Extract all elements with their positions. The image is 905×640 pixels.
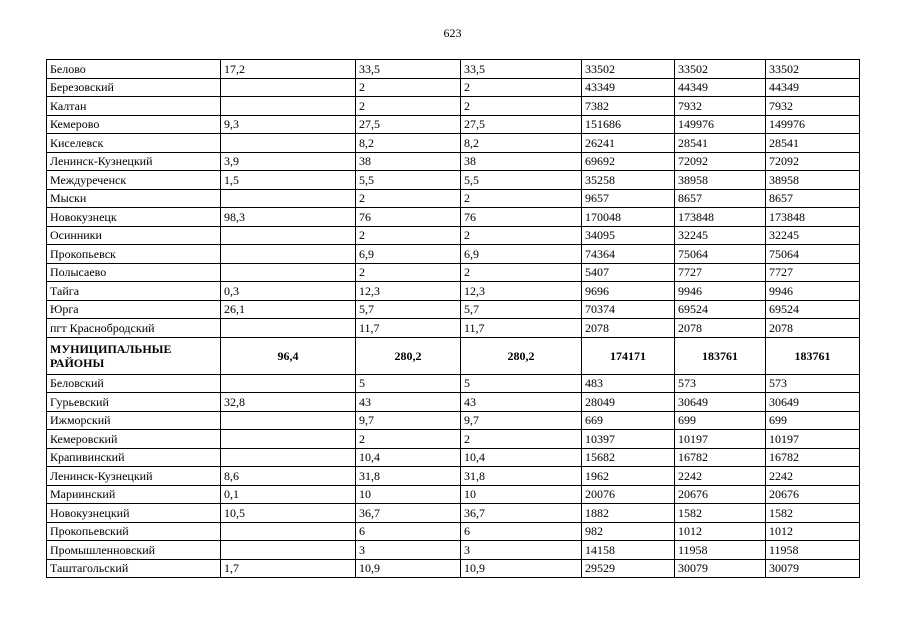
value-cell: 280,2 xyxy=(356,337,461,374)
table-row xyxy=(47,559,860,578)
value-cell: 2 xyxy=(356,263,461,282)
table-row xyxy=(47,337,860,374)
table-row xyxy=(47,485,860,504)
value-cell: 31,8 xyxy=(356,467,461,486)
value-cell: 2078 xyxy=(675,319,766,338)
value-cell: 2 xyxy=(461,430,582,449)
value-cell xyxy=(221,430,356,449)
value-cell: 3 xyxy=(356,541,461,560)
data-table xyxy=(46,59,860,578)
value-cell: 5 xyxy=(461,374,582,393)
value-cell: 8,6 xyxy=(221,467,356,486)
value-cell: 28541 xyxy=(766,134,860,153)
table-row xyxy=(47,541,860,560)
row-label-cell: Тайга xyxy=(47,282,221,301)
row-label-cell: Междуреченск xyxy=(47,171,221,190)
value-cell xyxy=(221,226,356,245)
value-cell: 20676 xyxy=(675,485,766,504)
table-row xyxy=(47,60,860,79)
value-cell: 1,7 xyxy=(221,559,356,578)
value-cell xyxy=(221,522,356,541)
value-cell: 151686 xyxy=(582,115,675,134)
value-cell: 16782 xyxy=(766,448,860,467)
row-label-cell: Таштагольский xyxy=(47,559,221,578)
value-cell: 10197 xyxy=(675,430,766,449)
value-cell: 1012 xyxy=(675,522,766,541)
value-cell: 183761 xyxy=(675,337,766,374)
value-cell: 38 xyxy=(356,152,461,171)
value-cell: 2 xyxy=(461,78,582,97)
value-cell: 17,2 xyxy=(221,60,356,79)
value-cell: 33,5 xyxy=(461,60,582,79)
value-cell: 8,2 xyxy=(461,134,582,153)
value-cell: 2 xyxy=(461,226,582,245)
value-cell: 96,4 xyxy=(221,337,356,374)
value-cell: 699 xyxy=(675,411,766,430)
value-cell: 29529 xyxy=(582,559,675,578)
value-cell: 14158 xyxy=(582,541,675,560)
value-cell: 2 xyxy=(356,97,461,116)
value-cell: 11958 xyxy=(766,541,860,560)
row-label-cell: Крапивинский xyxy=(47,448,221,467)
row-label-cell: Березовский xyxy=(47,78,221,97)
value-cell: 2 xyxy=(356,189,461,208)
value-cell: 7932 xyxy=(675,97,766,116)
value-cell: 11,7 xyxy=(356,319,461,338)
value-cell: 8,2 xyxy=(356,134,461,153)
value-cell xyxy=(221,541,356,560)
value-cell: 27,5 xyxy=(356,115,461,134)
value-cell: 31,8 xyxy=(461,467,582,486)
value-cell: 9946 xyxy=(766,282,860,301)
value-cell: 173848 xyxy=(675,208,766,227)
value-cell: 2 xyxy=(356,226,461,245)
value-cell: 2 xyxy=(461,97,582,116)
value-cell: 7727 xyxy=(675,263,766,282)
value-cell: 149976 xyxy=(766,115,860,134)
value-cell: 6,9 xyxy=(356,245,461,264)
value-cell: 11958 xyxy=(675,541,766,560)
row-label-cell: Новокузнецкий xyxy=(47,504,221,523)
value-cell: 149976 xyxy=(675,115,766,134)
value-cell: 30079 xyxy=(675,559,766,578)
table-row xyxy=(47,467,860,486)
table-row xyxy=(47,282,860,301)
value-cell: 7727 xyxy=(766,263,860,282)
row-label-cell: Осинники xyxy=(47,226,221,245)
value-cell: 30649 xyxy=(766,393,860,412)
table-row xyxy=(47,263,860,282)
value-cell: 20676 xyxy=(766,485,860,504)
value-cell: 5,5 xyxy=(356,171,461,190)
value-cell: 44349 xyxy=(766,78,860,97)
value-cell: 9,7 xyxy=(356,411,461,430)
table-row xyxy=(47,152,860,171)
table-row xyxy=(47,171,860,190)
value-cell: 28049 xyxy=(582,393,675,412)
table-row xyxy=(47,448,860,467)
value-cell: 5,7 xyxy=(461,300,582,319)
row-label-cell: МУНИЦИПАЛЬНЫЕ РАЙОНЫ xyxy=(47,337,221,374)
value-cell: 43 xyxy=(461,393,582,412)
value-cell: 43349 xyxy=(582,78,675,97)
table-row xyxy=(47,97,860,116)
value-cell: 1582 xyxy=(766,504,860,523)
value-cell: 33502 xyxy=(582,60,675,79)
value-cell: 12,3 xyxy=(461,282,582,301)
table-row xyxy=(47,430,860,449)
value-cell: 26,1 xyxy=(221,300,356,319)
row-label-cell: Кемерово xyxy=(47,115,221,134)
value-cell: 9657 xyxy=(582,189,675,208)
value-cell: 573 xyxy=(675,374,766,393)
row-label-cell: Кемеровский xyxy=(47,430,221,449)
value-cell: 27,5 xyxy=(461,115,582,134)
value-cell: 10,4 xyxy=(356,448,461,467)
value-cell: 982 xyxy=(582,522,675,541)
value-cell: 32,8 xyxy=(221,393,356,412)
table-row xyxy=(47,245,860,264)
value-cell: 2078 xyxy=(766,319,860,338)
value-cell: 26241 xyxy=(582,134,675,153)
value-cell: 9,3 xyxy=(221,115,356,134)
value-cell: 38958 xyxy=(766,171,860,190)
value-cell: 76 xyxy=(461,208,582,227)
value-cell: 5,7 xyxy=(356,300,461,319)
table-row xyxy=(47,504,860,523)
value-cell xyxy=(221,263,356,282)
row-label-cell: Новокузнецк xyxy=(47,208,221,227)
table-row xyxy=(47,226,860,245)
value-cell: 44349 xyxy=(675,78,766,97)
page-number: 623 xyxy=(443,26,462,40)
value-cell: 35258 xyxy=(582,171,675,190)
value-cell: 10,4 xyxy=(461,448,582,467)
table-row xyxy=(47,522,860,541)
row-label-cell: Ижморский xyxy=(47,411,221,430)
value-cell: 5407 xyxy=(582,263,675,282)
table-row xyxy=(47,300,860,319)
value-cell xyxy=(221,448,356,467)
value-cell: 3 xyxy=(461,541,582,560)
value-cell: 183761 xyxy=(766,337,860,374)
value-cell xyxy=(221,374,356,393)
value-cell: 669 xyxy=(582,411,675,430)
value-cell: 7932 xyxy=(766,97,860,116)
value-cell: 5 xyxy=(356,374,461,393)
value-cell xyxy=(221,189,356,208)
row-label-cell: Мыски xyxy=(47,189,221,208)
value-cell: 69524 xyxy=(766,300,860,319)
value-cell: 10 xyxy=(356,485,461,504)
value-cell xyxy=(221,78,356,97)
value-cell xyxy=(221,134,356,153)
value-cell: 75064 xyxy=(675,245,766,264)
value-cell: 2 xyxy=(461,263,582,282)
value-cell: 30079 xyxy=(766,559,860,578)
table-row xyxy=(47,374,860,393)
value-cell: 74364 xyxy=(582,245,675,264)
value-cell: 33502 xyxy=(766,60,860,79)
row-label-cell: Юрга xyxy=(47,300,221,319)
table-row xyxy=(47,393,860,412)
row-label-cell: Мариинский xyxy=(47,485,221,504)
value-cell: 75064 xyxy=(766,245,860,264)
value-cell: 15682 xyxy=(582,448,675,467)
value-cell: 10197 xyxy=(766,430,860,449)
value-cell: 11,7 xyxy=(461,319,582,338)
value-cell: 173848 xyxy=(766,208,860,227)
table-row xyxy=(47,134,860,153)
value-cell: 0,3 xyxy=(221,282,356,301)
value-cell: 10,5 xyxy=(221,504,356,523)
value-cell: 10,9 xyxy=(461,559,582,578)
value-cell: 2 xyxy=(356,430,461,449)
value-cell: 2242 xyxy=(675,467,766,486)
value-cell: 20076 xyxy=(582,485,675,504)
value-cell xyxy=(221,319,356,338)
row-label-cell: Беловский xyxy=(47,374,221,393)
value-cell: 1882 xyxy=(582,504,675,523)
row-label-cell: Белово xyxy=(47,60,221,79)
value-cell: 483 xyxy=(582,374,675,393)
value-cell: 6,9 xyxy=(461,245,582,264)
value-cell: 170048 xyxy=(582,208,675,227)
value-cell: 70374 xyxy=(582,300,675,319)
value-cell: 34095 xyxy=(582,226,675,245)
table-row xyxy=(47,411,860,430)
row-label-cell: Полысаево xyxy=(47,263,221,282)
value-cell: 699 xyxy=(766,411,860,430)
value-cell: 6 xyxy=(461,522,582,541)
value-cell xyxy=(221,97,356,116)
value-cell: 36,7 xyxy=(356,504,461,523)
table-row xyxy=(47,319,860,338)
value-cell: 38 xyxy=(461,152,582,171)
row-label-cell: Гурьевский xyxy=(47,393,221,412)
value-cell xyxy=(221,245,356,264)
value-cell: 69692 xyxy=(582,152,675,171)
value-cell: 32245 xyxy=(766,226,860,245)
value-cell: 72092 xyxy=(766,152,860,171)
value-cell: 3,9 xyxy=(221,152,356,171)
row-label-cell: Ленинск-Кузнецкий xyxy=(47,467,221,486)
value-cell: 69524 xyxy=(675,300,766,319)
value-cell: 38958 xyxy=(675,171,766,190)
value-cell: 8657 xyxy=(675,189,766,208)
row-label-cell: Ленинск-Кузнецкий xyxy=(47,152,221,171)
value-cell: 28541 xyxy=(675,134,766,153)
value-cell: 16782 xyxy=(675,448,766,467)
value-cell: 1962 xyxy=(582,467,675,486)
value-cell: 33502 xyxy=(675,60,766,79)
table-row xyxy=(47,115,860,134)
value-cell: 30649 xyxy=(675,393,766,412)
value-cell: 32245 xyxy=(675,226,766,245)
value-cell: 2 xyxy=(356,78,461,97)
value-cell: 76 xyxy=(356,208,461,227)
row-label-cell: пгт Краснобродский xyxy=(47,319,221,338)
table-row xyxy=(47,189,860,208)
row-label-cell: Прокопьевский xyxy=(47,522,221,541)
row-label-cell: Прокопьевск xyxy=(47,245,221,264)
value-cell: 2 xyxy=(461,189,582,208)
value-cell: 72092 xyxy=(675,152,766,171)
value-cell: 2078 xyxy=(582,319,675,338)
value-cell: 36,7 xyxy=(461,504,582,523)
row-label-cell: Калтан xyxy=(47,97,221,116)
value-cell: 5,5 xyxy=(461,171,582,190)
value-cell: 1,5 xyxy=(221,171,356,190)
value-cell: 98,3 xyxy=(221,208,356,227)
value-cell: 0,1 xyxy=(221,485,356,504)
value-cell: 10,9 xyxy=(356,559,461,578)
value-cell: 10 xyxy=(461,485,582,504)
value-cell: 2242 xyxy=(766,467,860,486)
value-cell: 12,3 xyxy=(356,282,461,301)
value-cell: 33,5 xyxy=(356,60,461,79)
value-cell: 1012 xyxy=(766,522,860,541)
value-cell: 7382 xyxy=(582,97,675,116)
value-cell: 6 xyxy=(356,522,461,541)
row-label-cell: Киселевск xyxy=(47,134,221,153)
value-cell: 280,2 xyxy=(461,337,582,374)
value-cell: 9696 xyxy=(582,282,675,301)
row-label-cell: Промышленновский xyxy=(47,541,221,560)
value-cell: 573 xyxy=(766,374,860,393)
value-cell: 10397 xyxy=(582,430,675,449)
value-cell: 8657 xyxy=(766,189,860,208)
table-row xyxy=(47,208,860,227)
value-cell: 9,7 xyxy=(461,411,582,430)
value-cell: 43 xyxy=(356,393,461,412)
value-cell xyxy=(221,411,356,430)
value-cell: 1582 xyxy=(675,504,766,523)
table-body xyxy=(47,60,860,578)
value-cell: 174171 xyxy=(582,337,675,374)
value-cell: 9946 xyxy=(675,282,766,301)
table-row xyxy=(47,78,860,97)
